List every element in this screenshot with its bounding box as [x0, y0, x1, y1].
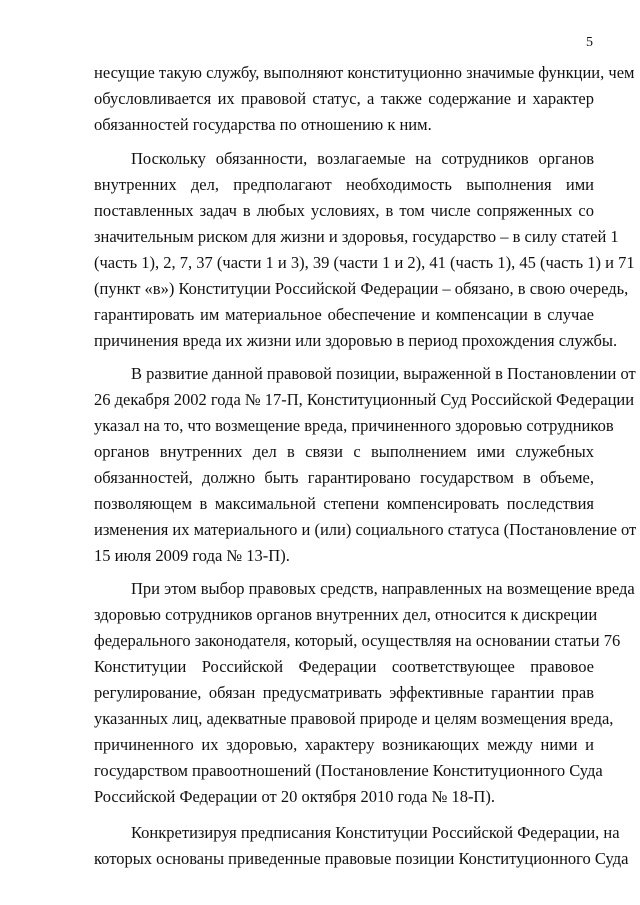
text-line: 26 декабря 2002 года № 17-П, Конституционный Суд Российской Федерации: [94, 390, 635, 409]
text-line: изменения их материального и (или) социального статуса (Постановление от: [94, 520, 637, 539]
text-line: значительным риском для жизни и здоровья, государство – в силу статей 1: [94, 227, 619, 246]
text-line: Российской Федерации от 20 октября 2010 года № 18-П).: [94, 787, 495, 806]
page-number: 5: [586, 35, 593, 50]
text-line: (пункт «в») Конституции Российской Федерации – обязано, в свою очередь,: [94, 279, 629, 298]
text-line: Конкретизируя предписания Конституции Российской Федерации, на: [131, 823, 620, 842]
text-line: 15 июля 2009 года № 13-П).: [94, 546, 290, 565]
text-line: обусловливается их правовой статус, а также содержание и характер: [94, 89, 594, 108]
text-line: причиненного их здоровью, характеру возникающих между ними и: [94, 735, 594, 754]
text-line: (часть 1), 2, 7, 37 (части 1 и 3), 39 (части 1 и 2), 41 (часть 1), 45 (часть 1) и 71: [94, 253, 635, 272]
text-line: Конституции Российской Федерации соответствующее правовое: [94, 657, 594, 676]
text-line: внутренних дел, предполагают необходимость выполнения ими: [94, 175, 594, 194]
paragraph: [94, 576, 635, 810]
paragraph: [94, 361, 637, 569]
text-line: указанных лиц, адекватные правовой природе и целям возмещения вреда,: [94, 709, 614, 728]
text-line: позволяющем в максимальной степени компенсировать последствия: [94, 494, 594, 513]
document-body: [94, 60, 637, 872]
paragraph: [94, 146, 635, 354]
text-line: государством правоотношений (Постановление Конституционного Суда: [94, 761, 603, 780]
text-line: В развитие данной правовой позиции, выраженной в Постановлении от: [131, 364, 636, 383]
text-line: несущие такую службу, выполняют конституционно значимые функции, чем: [94, 63, 635, 82]
text-line: указал на то, что возмещение вреда, причиненного здоровью сотрудников: [94, 416, 614, 435]
text-line: обязанностей, должно быть гарантировано государством в объеме,: [94, 468, 594, 487]
text-line: причинения вреда их жизни или здоровью в период прохождения службы.: [94, 331, 618, 350]
text-line: При этом выбор правовых средств, направленных на возмещение вреда: [131, 579, 635, 598]
text-line: федерального законодателя, который, осуществляя на основании статьи 76: [94, 631, 621, 650]
text-line: Поскольку обязанности, возлагаемые на сотрудников органов: [131, 149, 594, 168]
text-line: здоровью сотрудников органов внутренних дел, относится к дискреции: [94, 605, 598, 624]
text-line: гарантировать им материальное обеспечение и компенсации в случае: [94, 305, 594, 324]
text-line: которых основаны приведенные правовые позиции Конституционного Суда: [94, 849, 629, 868]
paragraph: [94, 820, 629, 872]
text-line: поставленных задач в любых условиях, в том числе сопряженных со: [94, 201, 594, 220]
text-line: органов внутренних дел в связи с выполнением ими служебных: [94, 442, 594, 461]
text-line: регулирование, обязан предусматривать эффективные гарантии прав: [94, 683, 594, 702]
paragraph: [94, 60, 635, 138]
text-line: обязанностей государства по отношению к ним.: [94, 115, 432, 134]
